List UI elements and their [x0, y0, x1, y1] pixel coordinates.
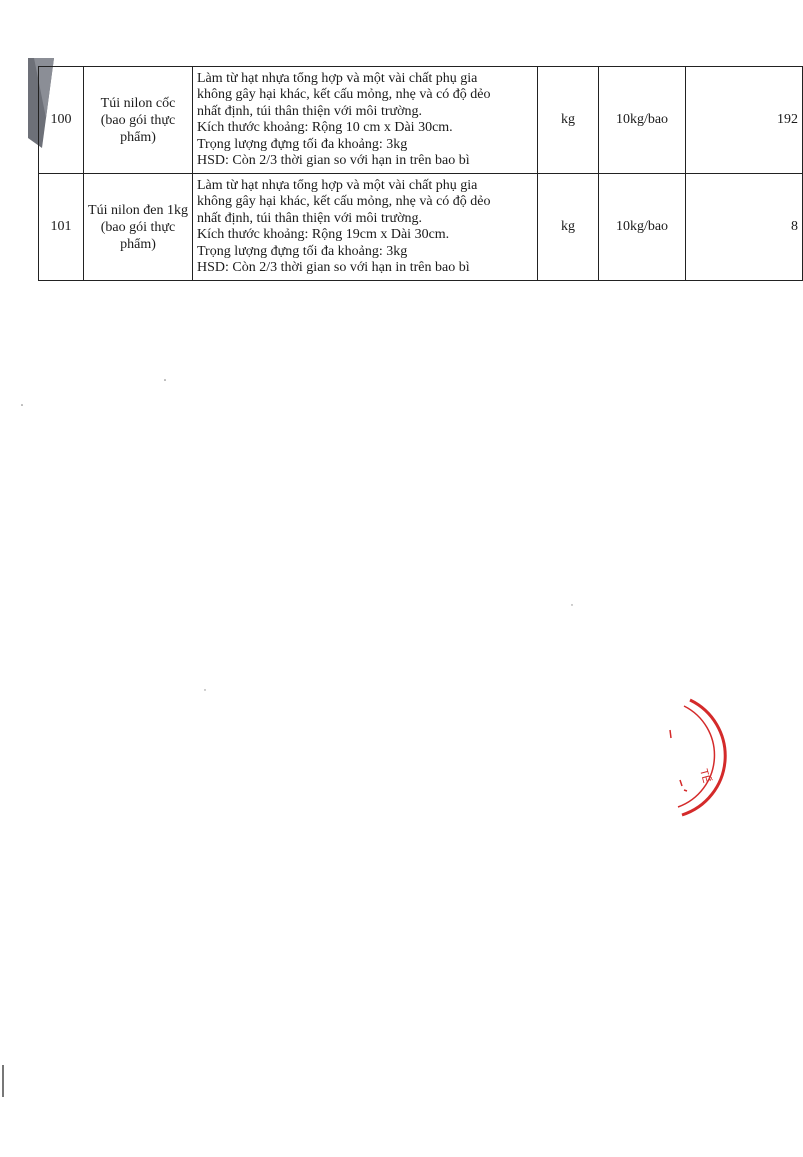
description-line: Làm từ hạt nhựa tổng hợp và một vài chất phụ gia	[197, 70, 478, 86]
packing-cell: 10kg/bao	[599, 174, 686, 281]
description-line: Kích thước khoảng: Rộng 10 cm x Dài 30cm.	[197, 120, 453, 135]
row-number: 100	[39, 67, 84, 174]
quantity-cell: 8	[686, 174, 803, 281]
description-line: nhất định, túi thân thiện với môi trường.	[197, 210, 422, 226]
red-seal-stamp	[650, 690, 740, 820]
description-line: không gây hại khác, kết cấu mỏng, nhẹ và có độ dẻo	[197, 194, 491, 209]
product-description	[193, 174, 538, 281]
unit-cell: kg	[538, 174, 599, 281]
product-description	[193, 67, 538, 174]
description-line: Kích thước khoảng: Rộng 19cm x Dài 30cm.	[197, 227, 450, 242]
description-line: HSD: Còn 2/3 thời gian so với hạn in trên bao bì	[197, 260, 470, 275]
description-line: HSD: Còn 2/3 thời gian so với hạn in trên bao bì	[197, 153, 470, 168]
description-line: Làm từ hạt nhựa tổng hợp và một vài chất phụ gia	[197, 177, 478, 193]
product-spec-table	[38, 66, 803, 281]
stamp-text: TẾ	[697, 767, 713, 785]
unit-cell: kg	[538, 67, 599, 174]
product-name: Túi nilon đen 1kg (bao gói thực phẩm)	[84, 174, 193, 281]
table-row	[39, 67, 803, 174]
description-line: nhất định, túi thân thiện với môi trường.	[197, 103, 422, 119]
product-name: Túi nilon cốc (bao gói thực phẩm)	[84, 67, 193, 174]
packing-cell: 10kg/bao	[599, 67, 686, 174]
quantity-cell: 192	[686, 67, 803, 174]
binding-mark	[0, 1065, 10, 1097]
description-line: Trọng lượng đựng tối đa khoảng: 3kg	[197, 136, 408, 152]
table-row	[39, 174, 803, 281]
description-line: không gây hại khác, kết cấu mỏng, nhẹ và có độ dẻo	[197, 87, 491, 102]
description-line: Trọng lượng đựng tối đa khoảng: 3kg	[197, 243, 408, 259]
row-number: 101	[39, 174, 84, 281]
